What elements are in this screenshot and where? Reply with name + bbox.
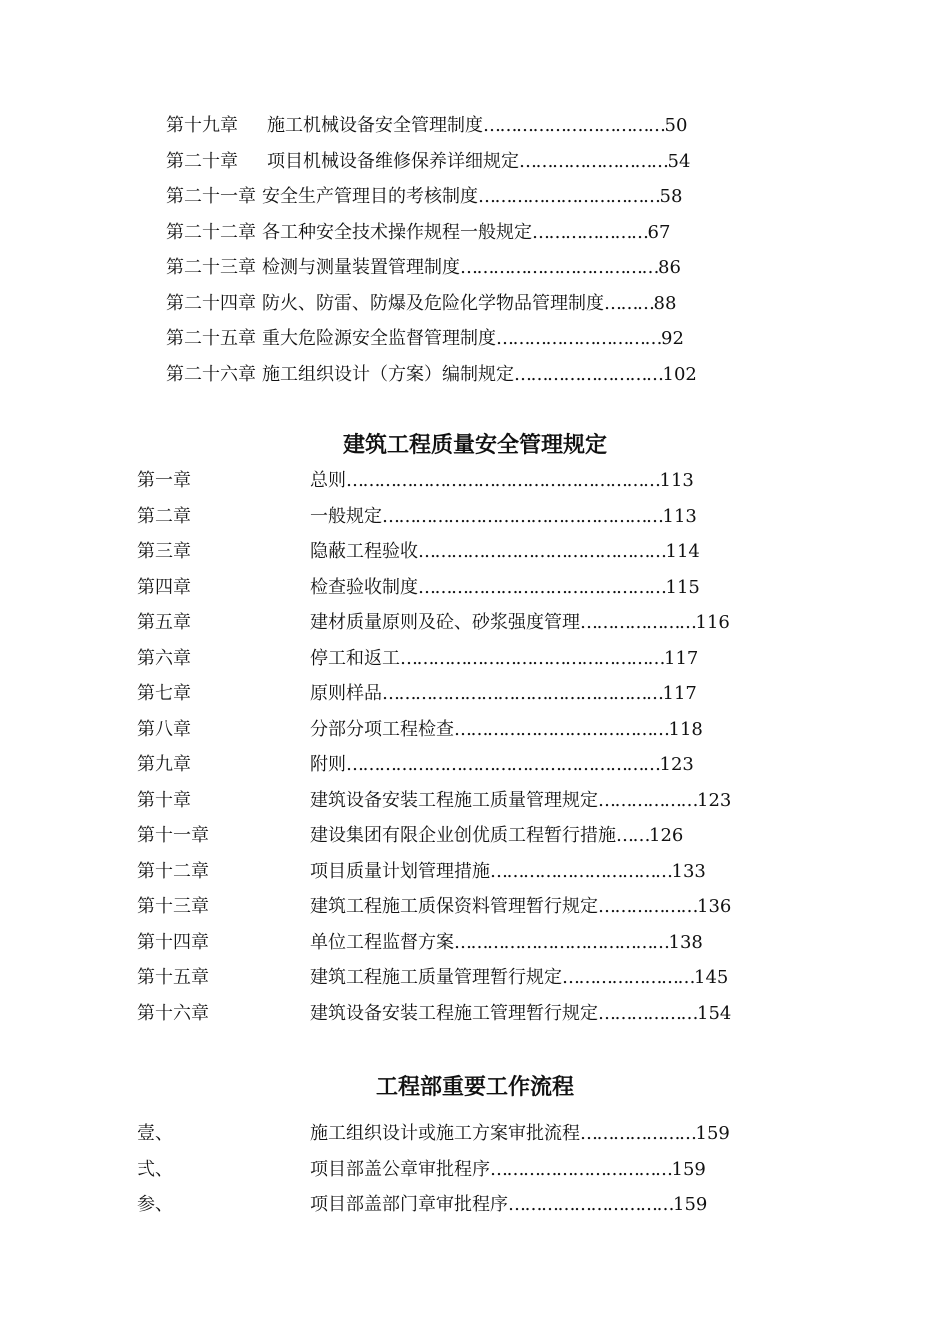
toc-entry [137,854,777,890]
dot-leader: …………………………………………… [382,505,663,527]
toc-entry [137,1116,777,1152]
page-number: 118 [668,718,703,740]
chapter-title: 附则 [310,754,346,775]
chapter-title: 建材质量原则及砼、砂浆强度管理 [310,612,580,633]
chapter-title: 施工组织设计或施工方案审批流程 [310,1123,580,1144]
chapter-number: 第四章 [137,576,191,598]
dot-leader: ………………………… [496,328,661,349]
chapter-title: 建筑设备安装工程施工质量管理规定 [310,789,598,811]
chapter-title: 单位工程监督方案 [310,931,454,953]
chapter-number: 第八章 [137,718,191,740]
page-number: 115 [665,576,700,598]
page-number: 88 [653,292,677,314]
page-number: 92 [661,328,684,349]
page-number: 102 [662,363,697,385]
page-number: 117 [664,647,699,669]
page-number: 123 [697,789,732,811]
toc-entry [166,286,726,322]
toc-entry [137,747,777,783]
chapter-number: 第三章 [137,541,191,562]
chapter-number: 参、 [137,1194,173,1215]
page-number: 113 [659,470,694,491]
chapter-number: 第十一章 [137,825,209,846]
chapter-number: 第二十三章 [166,257,256,278]
chapter-title: 防火、防雷、防爆及危险化学物品管理制度 [262,292,604,314]
page-number: 116 [695,612,730,633]
page-number: 159 [671,1158,706,1180]
dot-leader: …………………………… [490,1158,672,1180]
chapter-title: 检查验收制度 [310,576,418,598]
page-number: 114 [665,541,700,562]
chapter-title: 建筑工程施工质保资料管理暂行规定 [310,896,598,917]
dot-leader: ……………………………… [460,257,658,278]
toc-entry [137,1152,777,1188]
chapter-title: 项目部盖公章审批程序 [310,1158,490,1180]
toc-entry [137,676,777,712]
dot-leader: ……………… [598,1002,697,1024]
chapter-title: 原则样品 [310,683,382,704]
dot-leader: ………………… [580,612,696,633]
chapter-number: 第十四章 [137,931,209,953]
chapter-title: 一般规定 [310,505,382,527]
chapter-title: 总则 [310,470,346,491]
page-number: 145 [694,967,729,988]
dot-leader: ………………………………… [454,718,669,740]
chapter-number: 第二十五章 [166,328,256,349]
toc-entry [166,215,726,251]
dot-leader: ………………………… [508,1194,673,1215]
dot-leader: ………………………………… [454,931,669,953]
dot-leader: ……………… [598,789,697,811]
toc-entry [137,1187,777,1223]
chapter-number: 弍、 [137,1158,173,1180]
page-number: 117 [662,683,697,704]
chapter-number: 第六章 [137,647,191,669]
dot-leader: ……………………… [514,363,663,385]
section-heading-workflow: 工程部重要工作流程 [375,1074,574,1100]
dot-leader: …… [616,825,649,846]
toc-entry [166,357,726,393]
page-number: 123 [659,754,694,775]
dot-leader: …………………………… [483,115,665,136]
chapter-number: 第五章 [137,612,191,633]
chapter-number: 第二章 [137,505,191,527]
chapter-title: 项目质量计划管理措施 [310,860,490,882]
toc-entry [137,570,777,606]
dot-leader: ………………………………………… [400,647,664,669]
chapter-title: 停工和返工 [310,647,400,669]
page-number: 113 [662,505,697,527]
page-number: 159 [673,1194,708,1215]
toc-entry [137,463,777,499]
chapter-number: 第九章 [137,754,191,775]
chapter-title: 建筑设备安装工程施工管理暂行规定 [310,1002,598,1024]
chapter-title: 分部分项工程检查 [310,718,454,740]
page-number: 54 [667,150,691,172]
toc-entry [166,321,726,357]
toc-entry [137,783,777,819]
chapter-title: 施工组织设计（方案）编制规定 [262,363,514,385]
page-number: 159 [695,1123,730,1144]
dot-leader: …………………………………………… [382,683,663,704]
toc-entry [137,818,777,854]
dot-leader: ………………………………………………… [346,470,660,491]
dot-leader: …………………… [562,967,694,988]
dot-leader: ……………… [598,896,697,917]
toc-entry [137,960,777,996]
chapter-number: 第十九章 [166,115,238,136]
toc-entry [137,889,777,925]
chapter-number: 第二十六章 [166,363,256,385]
toc-entry [166,250,726,286]
dot-leader: …………………………… [490,860,672,882]
dot-leader: ………………… [532,221,648,243]
chapter-title: 安全生产管理目的考核制度 [262,186,478,207]
chapter-title: 隐蔽工程验收 [310,541,418,562]
toc-section-quality [137,463,777,1031]
chapter-title: 施工机械设备安全管理制度 [267,115,483,136]
toc-section-workflow [137,1116,777,1223]
chapter-title: 建筑工程施工质量管理暂行规定 [310,967,562,988]
dot-leader: ……………………… [519,150,668,172]
toc-entry [166,108,726,144]
chapter-number: 第二十二章 [166,221,256,243]
page-number: 126 [649,825,684,846]
page-number: 138 [668,931,703,953]
page-number: 136 [697,896,732,917]
toc-section-safety [166,108,726,392]
chapter-number: 第十五章 [137,967,209,988]
dot-leader: ……… [604,292,654,314]
chapter-title: 建设集团有限企业创优质工程暂行措施 [310,825,616,846]
chapter-number: 第十三章 [137,896,209,917]
section-heading-quality: 建筑工程质量安全管理规定 [342,432,607,458]
toc-entry [166,144,726,180]
dot-leader: ……………………………………… [418,576,666,598]
chapter-title: 各工种安全技术操作规程一般规定 [262,221,532,243]
toc-entry [137,499,777,535]
toc-entry [137,641,777,677]
chapter-number: 第七章 [137,683,191,704]
chapter-title: 重大危险源安全监督管理制度 [262,328,496,349]
chapter-number: 第二十四章 [166,292,256,314]
toc-entry [166,179,726,215]
toc-entry [137,534,777,570]
dot-leader: ………………………………………………… [346,754,660,775]
chapter-title: 项目机械设备维修保养详细规定 [267,150,519,172]
page-number: 86 [658,257,681,278]
toc-entry [137,996,777,1032]
toc-entry [137,605,777,641]
chapter-number: 第十二章 [137,860,209,882]
toc-entry [137,712,777,748]
dot-leader: ……………………………………… [418,541,666,562]
chapter-title: 项目部盖部门章审批程序 [310,1194,508,1215]
dot-leader: ………………… [580,1123,696,1144]
chapter-number: 第二十一章 [166,186,256,207]
page-number: 58 [659,186,683,207]
chapter-number: 第一章 [137,470,191,491]
chapter-number: 第十六章 [137,1002,209,1024]
page-number: 50 [664,115,688,136]
chapter-title: 检测与测量装置管理制度 [262,257,460,278]
toc-entry [137,925,777,961]
page-number: 67 [647,221,671,243]
page-number: 154 [697,1002,732,1024]
chapter-number: 第二十章 [166,150,238,172]
dot-leader: …………………………… [478,186,660,207]
chapter-number: 壹、 [137,1123,173,1144]
page-number: 133 [671,860,706,882]
chapter-number: 第十章 [137,789,191,811]
